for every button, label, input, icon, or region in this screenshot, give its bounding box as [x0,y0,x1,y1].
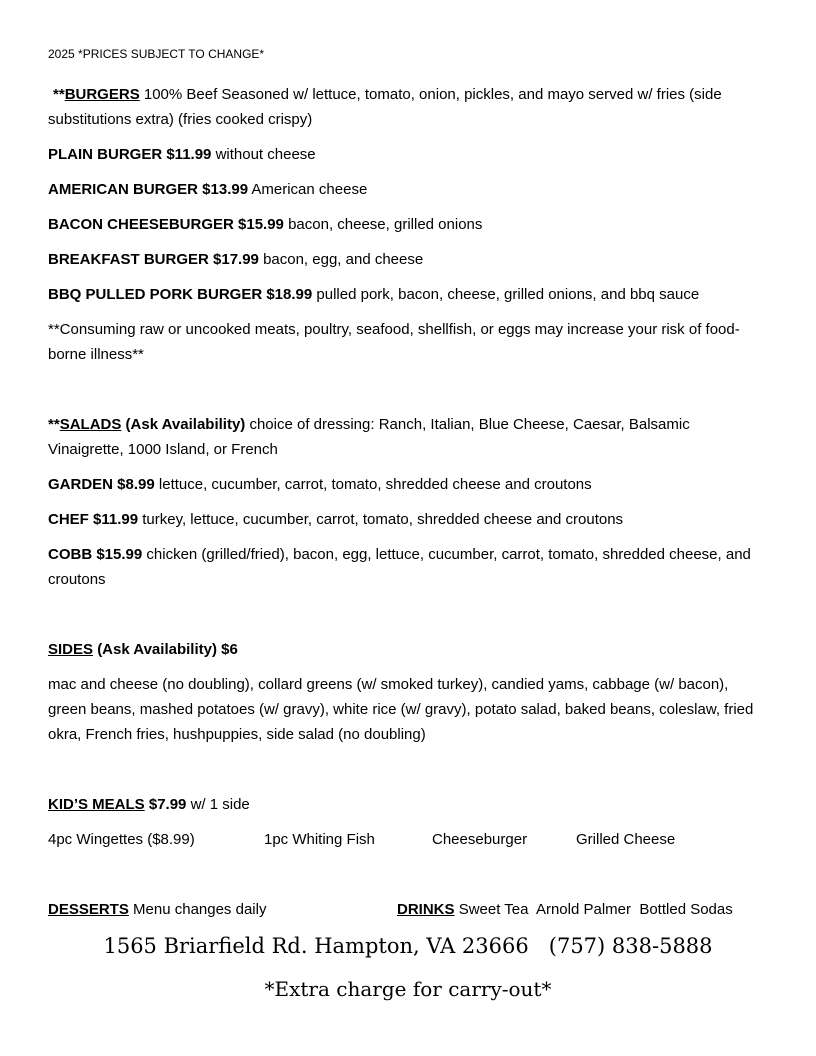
item-name-price: AMERICAN BURGER $13.99 [48,181,249,198]
drinks-note: Sweet Tea Arnold Palmer Bottled Sodas [458,901,733,918]
burgers-section-intro: 100% Beef Seasoned w/ lettuce, tomato, onion, pickles, and mayo served w/ fries (side substitutions extra) (fries cooked crispy) [48,86,722,128]
section-gap [48,757,768,792]
restaurant-address-phone: 1565 Briarfield Rd. Hampton, VA 23666 (757) 838-5888 [103,934,713,958]
section-gap [48,602,768,637]
salads-section-title: SALADS [59,416,122,433]
item-name-price: GARDEN $8.99 [48,476,155,493]
sides-list: mac and cheese (no doubling), collard greens (w/ smoked turkey), candied yams, cabbage (w/ bacon), green beans, mashed potatoes (w/ gravy), white rice (w/ gravy), potato salad, baked beans, coleslaw, fried okra, French fries, hushpuppies, side salad (no doubling) [48,676,754,743]
menu-item-bbq-pulled-pork-burger [48,282,768,307]
menu-item-american-burger [48,177,768,202]
desserts-entry [48,897,397,922]
carry-out-charge-note: *Extra charge for carry-out* [264,977,552,1001]
menu-item-garden-salad [48,472,768,497]
section-gap [48,377,768,412]
salads-section-header [48,412,768,462]
sides-availability-price: (Ask Availability) $6 [97,641,238,658]
item-description: lettuce, cucumber, carrot, tomato, shredded cheese and croutons [158,476,592,493]
salads-availability: (Ask Availability) [125,416,246,433]
item-description: chicken (grilled/fried), bacon, egg, lettuce, cucumber, carrot, tomato, shredded cheese, and croutons [48,546,751,588]
menu-item-breakfast-burger [48,247,768,272]
kids-meals-note: w/ 1 side [190,796,250,813]
desserts-title: DESSERTS [48,901,129,918]
sides-section-header [48,637,768,662]
item-name-price: PLAIN BURGER $11.99 [48,146,212,163]
sides-section-title: SIDES [48,641,94,658]
desserts-drinks-row [48,897,768,922]
salads-prefix-asterisks: ** [48,416,60,433]
raw-food-disclaimer: **Consuming raw or uncooked meats, poultry, seafood, shellfish, or eggs may increase your risk of food-borne illness** [48,321,740,363]
menu-item-chef-salad [48,507,768,532]
item-description: American cheese [251,181,368,198]
prices-disclaimer: 2025 *PRICES SUBJECT TO CHANGE* [48,47,265,61]
item-description: pulled pork, bacon, cheese, grilled onions, and bbq sauce [316,286,700,303]
desserts-note: Menu changes daily [133,901,267,918]
item-name-price: COBB $15.99 [48,546,143,563]
menu-item-bacon-cheeseburger [48,212,768,237]
section-gap [48,862,768,897]
kids-option-whiting-fish: 1pc Whiting Fish [264,831,375,848]
item-description: bacon, cheese, grilled onions [288,216,483,233]
kids-option-wingettes: 4pc Wingettes ($8.99) [48,831,195,848]
item-name-price: BBQ PULLED PORK BURGER $18.99 [48,286,313,303]
salads-section-intro: choice of dressing: Ranch, Italian, Blue Cheese, Caesar, Balsamic Vinaigrette, 1000 Island, or French [48,416,690,458]
kids-meals-price: $7.99 [148,796,187,813]
item-name-price: BACON CHEESEBURGER $15.99 [48,216,284,233]
item-name-price: CHEF $11.99 [48,511,139,528]
kids-meals-title: KID’S MEALS [48,796,145,813]
kids-meals-section-header [48,792,768,817]
burgers-section-header [48,82,768,132]
kids-meals-options-row [48,827,768,852]
item-description: without cheese [215,146,316,163]
drinks-entry [397,901,733,918]
item-name-price: BREAKFAST BURGER $17.99 [48,251,259,268]
kids-option-cheeseburger: Cheeseburger [432,831,528,848]
burgers-prefix-asterisks: ** [53,86,65,103]
item-description: bacon, egg, and cheese [263,251,424,268]
menu-item-plain-burger [48,142,768,167]
kids-option-grilled-cheese: Grilled Cheese [576,831,676,848]
burgers-section-title: BURGERS [64,86,140,103]
item-description: turkey, lettuce, cucumber, carrot, tomato, shredded cheese and croutons [142,511,624,528]
menu-item-cobb-salad [48,542,768,592]
drinks-title: DRINKS [397,901,455,918]
